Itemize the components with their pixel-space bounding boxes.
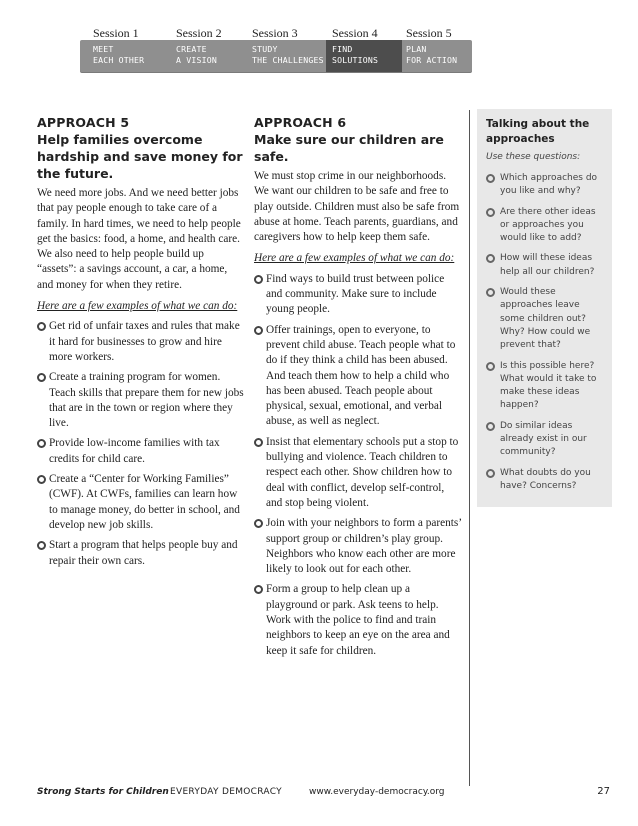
examples-list [254, 272, 462, 659]
circle-bullet-icon [254, 326, 263, 335]
question-text: Would these approaches leave some children out? Why? How could we prevent that? [500, 287, 591, 351]
circle-bullet-icon [486, 208, 495, 217]
question-text: Which approaches do you like and why? [500, 173, 598, 197]
session-number: Session 3 [252, 26, 298, 40]
circle-bullet-icon [37, 475, 46, 484]
footer-url: www.everyday-democracy.org [309, 787, 445, 797]
circle-bullet-icon [254, 275, 263, 284]
circle-bullet-icon [37, 322, 46, 331]
session-number: Session 1 [93, 26, 139, 40]
list-item [37, 370, 245, 431]
circle-bullet-icon [37, 541, 46, 550]
list-item-text: Get rid of unfair taxes and rules that make it hard for businesses to grow and hire more workers. [49, 320, 240, 363]
session-4 [332, 26, 378, 66]
circle-bullet-icon [486, 422, 495, 431]
list-item [254, 323, 462, 430]
session-name: FIND SOLUTIONS [332, 44, 379, 65]
session-3 [252, 26, 324, 66]
examples-list [37, 319, 245, 568]
list-item-text: Start a program that helps people buy and repair their own cars. [49, 539, 238, 567]
approach-title: Make sure our children are safe. [254, 132, 444, 164]
list-item-text: Create a “Center for Working Families” (CWF). At CWFs, families can learn how to manage money, do better in school, and develop new job skills. [49, 473, 240, 531]
question-text: Is this possible here? What would it take to make these ideas happen? [500, 360, 597, 411]
footer-brand: Strong Starts for Children [37, 787, 169, 797]
list-item [37, 436, 245, 467]
approach-label: APPROACH 5 [37, 115, 130, 130]
session-number: Session 5 [406, 26, 452, 40]
approach-6-column [254, 114, 462, 664]
list-item [486, 420, 603, 460]
column-divider [469, 110, 470, 786]
circle-bullet-icon [486, 254, 495, 263]
approach-5-column [37, 114, 245, 574]
list-item-text: Insist that elementary schools put a stop to bullying and violence. Teach children to respect each other. Show children how to deal with conflict, develop self-control, and stop being violent. [266, 435, 459, 509]
question-text: What doubts do you have? Concerns? [500, 467, 591, 491]
circle-bullet-icon [486, 469, 495, 478]
list-item [37, 538, 245, 569]
list-item [486, 206, 603, 246]
circle-bullet-icon [254, 585, 263, 594]
page-number: 27 [597, 786, 610, 797]
circle-bullet-icon [254, 519, 263, 528]
list-item-text: Find ways to build trust between police and community. Make sure to include young people. [266, 272, 445, 316]
circle-bullet-icon [37, 439, 46, 448]
list-item [486, 286, 603, 352]
session-name: PLAN FOR ACTION [406, 44, 458, 65]
session-name: CREATE A VISION [176, 44, 218, 65]
list-item [254, 516, 462, 577]
list-item [254, 582, 462, 658]
circle-bullet-icon [486, 288, 495, 297]
approach-intro: We must stop crime in our neighborhoods. We want our children to be safe and free to play outside. Children must also be safe from abuse at home. Teach parents, guardians, and caregivers how to help keep them safe. [254, 170, 460, 244]
footer-org: EVERYDAY DEMOCRACY [170, 787, 282, 797]
approach-label: APPROACH 6 [254, 115, 347, 130]
list-item-text: Offer trainings, open to everyone, to prevent child abuse. Teach people what to do if they think a child has been abused. And teach them how to help a child who has been abused. Teach people about physical, sexual, emotional, and verbal abuse, as well as neglect. [266, 323, 456, 428]
question-list [486, 172, 603, 493]
list-item [37, 472, 245, 533]
session-2 [176, 26, 222, 66]
list-item [486, 252, 603, 279]
circle-bullet-icon [486, 362, 495, 371]
examples-heading: Here are a few examples of what we can do: [254, 252, 455, 265]
session-1 [93, 26, 144, 66]
list-item [254, 272, 462, 318]
session-5 [406, 26, 457, 66]
circle-bullet-icon [254, 438, 263, 447]
session-navigation-band [0, 0, 638, 80]
session-name: STUDY THE CHALLENGES [252, 44, 324, 65]
approach-intro: We need more jobs. And we need better jobs that pay people enough to take care of a family. In hard times, we need to help people get the basics: food, a home, and health care. We also need to help people build up “assets”: a savings account, a car, a home, and money for when they retire. [37, 187, 241, 291]
list-item-text: Create a training program for women. Teach skills that prepare them for new jobs that are in the town or region where they live. [49, 371, 244, 430]
session-number: Session 4 [332, 26, 378, 40]
list-item [486, 360, 603, 413]
question-text: Do similar ideas already exist in our community? [500, 420, 587, 458]
examples-heading: Here are a few examples of what we can do: [37, 300, 238, 313]
list-item [37, 319, 245, 365]
approach-title: Help families overcome hardship and save money for the future. [37, 132, 243, 181]
circle-bullet-icon [486, 174, 495, 183]
circle-bullet-icon [37, 373, 46, 382]
question-text: How will these ideas help all our children? [500, 253, 595, 277]
list-item [486, 172, 603, 199]
session-number: Session 2 [176, 26, 222, 40]
sidebar-title: Talking about the approaches [486, 118, 590, 145]
sidebar-subtitle: Use these questions: [486, 152, 581, 162]
session-name: MEET EACH OTHER [93, 44, 145, 65]
list-item [486, 467, 603, 494]
list-item-text: Provide low-income families with tax credits for child care. [49, 437, 220, 465]
discussion-sidebar [477, 109, 612, 507]
question-text: Are there other ideas or approaches you would like to add? [500, 206, 596, 244]
list-item-text: Form a group to help clean up a playground or park. Ask teens to help. Work with the police to find and train neighbors to keep an eye on the area and keep it safe for children. [266, 583, 450, 657]
list-item [254, 435, 462, 511]
page-footer [37, 787, 612, 801]
list-item-text: Join with your neighbors to form a parents’ support group or children’s play group. Neighbors who know each other are more likely to look out for each other. [266, 517, 462, 576]
